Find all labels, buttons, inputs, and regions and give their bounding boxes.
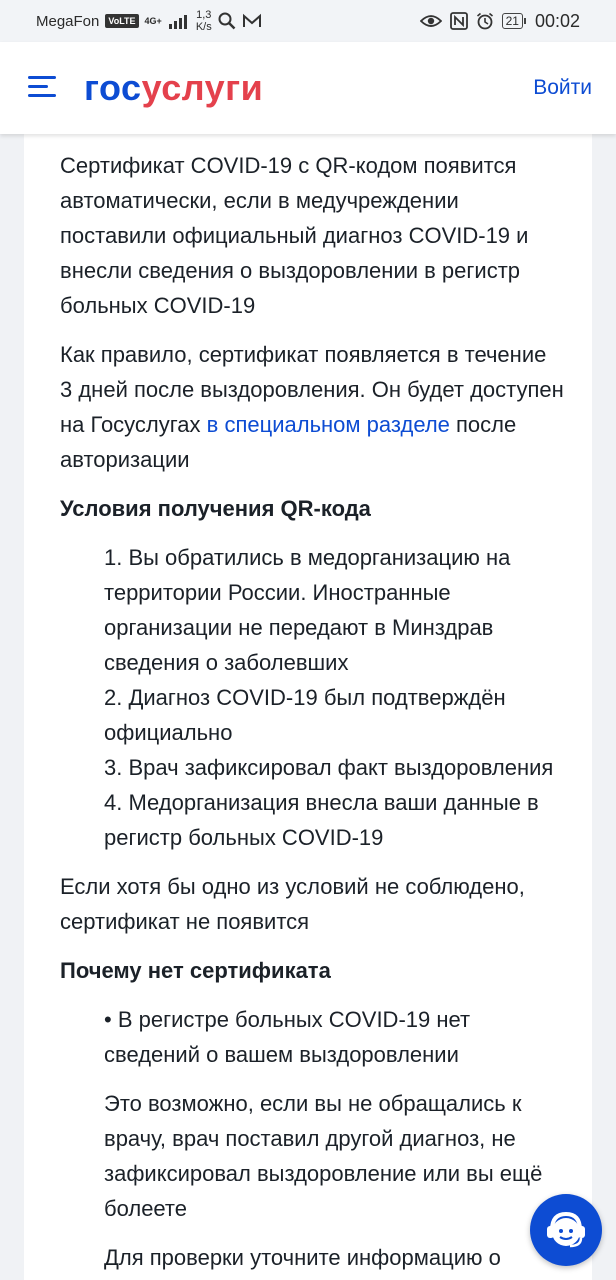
login-button[interactable]: Войти <box>533 76 592 99</box>
list-item: 2. Диагноз COVID-19 был подтверждён официально <box>104 685 506 745</box>
reason-explanation: Это возможно, если вы не обращались к врачу, врач поставил другой диагноз, не зафиксировал выздоровление или вы ещё болеете <box>104 1091 543 1221</box>
network-speed <box>196 9 212 33</box>
paragraph-warning: Если хотя бы одно из условий не соблюдено, сертификат не появится <box>60 874 525 934</box>
carrier-name: MegaFon <box>36 12 100 30</box>
check-info-paragraph: Для проверки уточните информацию о <box>104 1245 501 1270</box>
content-card <box>24 134 592 1280</box>
paragraph-intro: Сертификат COVID-19 с QR-кодом появится автоматически, если в медучреждении поставили официальный диагноз COVID-19 и внесли сведения о выздоровлении в регистр больных COVID-19 <box>60 153 529 318</box>
speed-value: 1,3 <box>196 9 212 21</box>
network-type: 4G+ <box>144 16 162 26</box>
list-item: 3. Врач зафиксировал факт выздоровления <box>104 755 554 780</box>
logo-part-gos: гос <box>84 67 142 108</box>
eye-icon <box>420 13 442 29</box>
list-item: 4. Медорганизация внесла ваши данные в регистр больных COVID-19 <box>104 790 539 850</box>
signal-icon <box>168 13 190 29</box>
special-section-link[interactable]: в специальном разделе <box>206 412 450 437</box>
status-bar <box>0 0 616 42</box>
battery-level: 21 <box>505 14 519 28</box>
paragraph-timing-tail: после авторизации <box>60 412 517 472</box>
conditions-list <box>104 540 564 855</box>
mail-icon <box>242 13 262 29</box>
alarm-icon <box>476 12 494 30</box>
paragraph-timing-text: Как правило, сертификат появляется в течение 3 дней после выздоровления. Он будет доступен на Госуслугах <box>60 342 564 437</box>
logo-part-uslugi: услуги <box>141 67 264 108</box>
support-chat-button[interactable] <box>530 1194 602 1266</box>
search-icon <box>218 12 236 30</box>
list-item: 1. Вы обратились в медорганизацию на территории России. Иностранные организации не передают в Минздрав сведения о заболевших <box>104 545 511 675</box>
nfc-icon <box>450 12 468 30</box>
support-operator-icon <box>530 1194 602 1266</box>
list-item: • В регистре больных COVID-19 нет сведений о вашем выздоровлении <box>104 1007 471 1067</box>
article-content <box>60 148 564 1280</box>
gosuslugi-logo[interactable] <box>84 68 263 108</box>
speed-unit: K/s <box>195 21 212 33</box>
app-header <box>0 42 616 134</box>
why-no-certificate-heading: Почему нет сертификата <box>60 958 331 983</box>
hamburger-icon[interactable] <box>28 76 56 98</box>
reasons-list <box>104 1002 564 1275</box>
battery-icon <box>502 13 523 29</box>
volte-badge: VoLTE <box>105 14 138 28</box>
clock: 00:02 <box>534 10 580 31</box>
paragraph-timing <box>60 337 564 477</box>
conditions-heading: Условия получения QR-кода <box>60 496 371 521</box>
